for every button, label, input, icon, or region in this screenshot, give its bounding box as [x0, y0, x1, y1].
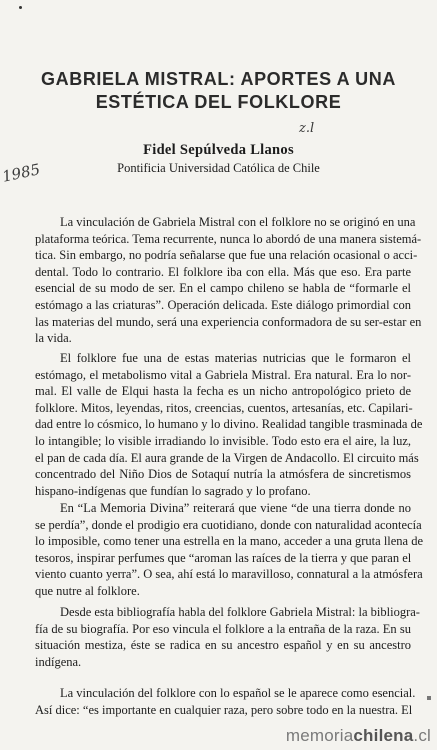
text-line: La vinculación del folklore con lo español se le aparece como esencial.	[60, 686, 416, 700]
text-line: folklore. Mitos, leyendas, ritos, creencias, cuentos, artesanías, etc. Capilari-	[35, 400, 413, 415]
text-line: indígena.	[35, 654, 82, 669]
text-line: dad entre lo cósmico, lo humano y lo divino. Realidad tangible trasminada de	[35, 417, 423, 432]
text-line: dental. Todo lo contrario. El folklore iba con ella. Más que eso. Era parte	[35, 264, 411, 279]
text-line: Desde esta bibliografía habla del folklore Gabriela Mistral: la bibliogra-	[60, 605, 420, 619]
text-line: que nutre al folklore.	[35, 583, 140, 598]
watermark-domain: .cl	[413, 726, 431, 745]
text-line: lo intangible; lo visible irradiando lo invisible. Todo esto era el aire, la luz,	[35, 433, 411, 448]
scan-speck	[19, 6, 22, 9]
text-line: La vinculación de Gabriela Mistral con el folklore no se originó en una	[60, 215, 416, 229]
text-line: la vida.	[35, 331, 72, 346]
text-line: tica. Sin embargo, no podría señalarse que fue una relación ocasional o acci-	[35, 248, 418, 263]
author-name: Fidel Sepúlveda Llanos	[143, 142, 294, 158]
paragraph-5	[35, 685, 416, 718]
text-line: las materias del mundo, será una experiencia conformadora de su ser-estar en	[35, 314, 422, 329]
text-line: esencial de su modo de ser. En el campo chileno se habla de “formarle el	[35, 281, 411, 296]
text-line: estómago, el metabolismo vital a Gabriela Mistral. Era natural. Era lo nor-	[35, 367, 411, 382]
article-title-line-2: ESTÉTICA DEL FOLKLORE	[95, 92, 342, 112]
scan-mark	[427, 696, 431, 700]
text-line: el pan de cada día. El aura grande de la Virgen de Andacollo. El circuito más	[35, 450, 419, 465]
text-line: estómago a las criaturas”. Operación delicada. Este diálogo primordial con	[35, 297, 411, 312]
article-title-line-1: GABRIELA MISTRAL: APORTES A UNA	[41, 69, 396, 89]
text-line: concentrado del Niño Dios de Sotaquí nutría la atmósfera de sincretismos	[35, 467, 411, 482]
text-line: El folklore fue una de estas materias nutricias que le formaron el	[60, 351, 411, 365]
watermark-chilena: chilena	[353, 726, 414, 745]
watermark-memoria: memoria	[285, 726, 354, 745]
text-line: En “La Memoria Divina” reiterará que viene “de una tierra donde no	[60, 501, 411, 515]
text-line: hispano-indígenas que fundían lo sagrado y lo profano.	[35, 483, 311, 498]
paragraph-4	[35, 604, 420, 670]
text-line: lo imposible, como tener una estrella en la mano, acceder a una gruta llena de	[35, 534, 424, 549]
text-line: se perdía”, donde el prodigio era cuotidiano, donde con naturalidad acontecía	[35, 517, 422, 532]
text-line: situación mestiza, éste se radica en su ancestro español y en su ancestro	[35, 638, 411, 653]
watermark	[286, 726, 431, 746]
paragraph-1	[35, 214, 422, 347]
paragraph-3	[35, 500, 424, 600]
text-line: Así dice: “es importante en cualquier raza, pero sobre todo en la nuestra. El	[35, 702, 413, 717]
handwritten-year: 1985	[0, 160, 42, 186]
text-line: fía de su biografía. Por eso vincula el folklore a la entraña de la raza. En su	[35, 621, 411, 636]
text-line: mal. El valle de Elqui hasta la fecha es un nicho antropológico prieto de	[35, 384, 411, 399]
text-line: viento cuanto yerra”. O sea, ahí está lo maravilloso, connatural a la atmósfera	[35, 567, 423, 582]
handwritten-mark: z.l	[299, 121, 315, 136]
text-line: tesoros, inspirar perfumes que “aroman las raíces de la tierra y que paran el	[35, 550, 412, 565]
text-line: plataforma teórica. Tema recurrente, nunca lo abordó de una manera sistemá-	[35, 231, 422, 246]
author-affiliation: Pontificia Universidad Católica de Chile	[117, 161, 320, 175]
paragraph-2	[35, 350, 423, 499]
